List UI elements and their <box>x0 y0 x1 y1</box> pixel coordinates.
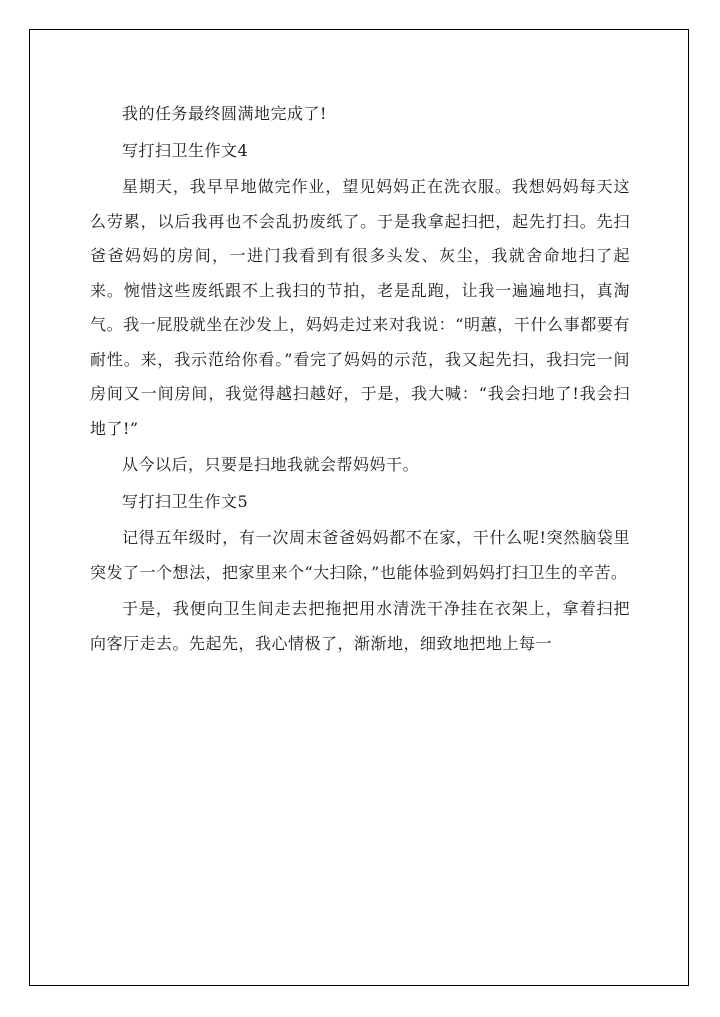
paragraph-bathroom-mop: 于是，我便向卫生间走去把拖把用水清洗干净挂在衣架上，拿着扫把向客厅走去。先起先，我心情极了，渐渐地，细致地把地上每一 <box>90 599 630 653</box>
paragraph-sunday-cleaning: 星期天，我早早地做完作业，望见妈妈正在洗衣服。我想妈妈每天这么劳累，以后我再也不会乱扔废纸了。于是我拿起扫把，起先打扫。先扫爸爸妈妈的房间，一进门我看到有很多头发、灰尘，我就舍命地扫了起来。惋惜这些废纸跟不上我扫的节拍，老是乱跑，让我一遍遍地扫，真淘气。我一屁股就坐在沙发上，妈妈走过来对我说：“明蕙，干什么事都要有耐性。来，我示范给你看。”看完了妈妈的示范，我又起先扫，我扫完一间房间又一间房间，我觉得越扫越好，于是，我大喊：“我会扫地了!我会扫地了!” <box>90 177 630 438</box>
essay-title-4: 写打扫卫生作文4 <box>122 140 249 160</box>
paragraph-mission-complete: 我的任务最终圆满地完成了! <box>122 104 327 123</box>
paragraph-from-now-on: 从今以后，只要是扫地我就会帮妈妈干。 <box>122 455 420 474</box>
essay-title-5: 写打扫卫生作文5 <box>122 491 249 511</box>
document-body <box>90 97 630 661</box>
paragraph-fifth-grade: 记得五年级时，有一次周末爸爸妈妈都不在家，干什么呢!突然脑袋里突发了一个想法，把家里来个“大扫除，”也能体验到妈妈打扫卫生的辛苦。 <box>90 528 630 582</box>
